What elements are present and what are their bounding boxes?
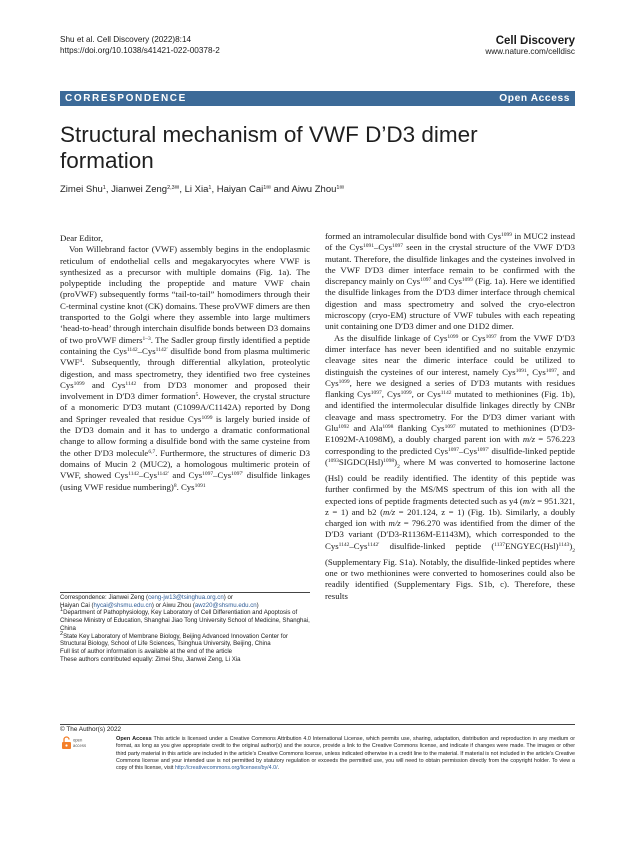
- doi-link[interactable]: https://doi.org/10.1038/s41421-022-00378-2: [60, 45, 220, 55]
- citation-line: Shu et al. Cell Discovery (2022)8:14: [60, 35, 192, 44]
- journal-url[interactable]: www.nature.com/celldisc: [485, 47, 575, 56]
- svg-text:access: access: [73, 743, 87, 748]
- open-access-label: Open Access: [499, 93, 570, 104]
- author-list: Zimei Shu$^1$, Jianwei Zeng$^{2,3✉}$, Li Xia$^1$, Haiyan Cai$^{1✉}$ and Aiwu Zhou$^{1✉}$: [60, 184, 345, 195]
- body-column-left: Dear Editor, Von Willebrand factor (VWF) assembly begins in the endoplasmic reticulum of endothelial cells and megakaryocytes where VWF is synthesized as a precursor with multiple domains (Fig. 1a). The polypeptide including the propeptide and mature VWF chain (proVWF) subsequently forms “tail-to-tail” homodimers through their C-terminal cystine knot (CK) domains. These proVWF dimers are then transported to the Golgi where they assemble into large multimers ‘head-to-head’ through interchain disulfide bonds between D3 domains of two proVWF dimers$^{1-3}$. The Sadler group firstly identified a peptide containing the Cys$^{1142}$–Cys$^{1142'}$ disulfide bond from plasma multimeric VWF$^4$. Subsequently, through differential alkylation, proteolytic digestion, and mass spectrometry, they identified two free cysteines Cys$^{1099}$ and Cys$^{1142}$ from D′D3 monomer and proposed their involvement in D′D3 dimer formation$^5$. However, the crystal structure of a monomeric D′D3 mutant (C1099A/C1142A) reported by Dong and Springer revealed that residue Cys$^{1099}$ is largely buried inside of the D′D3 domain and it has to undergo a dramatic conformational change to allow forming a disulfide bond with the same cysteine from the other D′D3 molecule$^{6,7}$. Furthermore, the structures of dimeric D3 domains of Mucin 2 (MUC2), a homologous multimeric protein of VWF, showed Cys$^{1142}$–Cys$^{1142'}$ and Cys$^{1097}$–Cys$^{1097'}$ disulfide linkages (using VWF residue numbering)$^8$. Cys$^{1091}$: [60, 233, 311, 492]
- journal-name: Cell Discovery: [495, 35, 575, 47]
- body-column-right: formed an intramolecular disulfide bond with Cys$^{1099}$ in MUC2 instead of the Cys$^{1091}$–Cys$^{1097}$ seen in the crystal structure of the VWF D′D3 mutant. Therefore, the disulfide linkages and the cysteines involved in the VWF D′D3 dimer interface remain to be confirmed with the discrepancy mainly on Cys$^{1097}$ and Cys$^{1099}$ (Fig. 1a). Here we identified the disulfide linkages from the D′D3 dimer interface through chemical digestion and mass spectrometry and solved the cryo-electron microscopy (cryo-EM) structure of VWF tubules with each repeating unit containing one D′D3 dimer and one D1D2 dimer. As the disulfide linkage of Cys$^{1099}$ or Cys$^{1097}$ from the VWF D′D3 dimer interface has never been identified and no suitable enzymic cleavage sites near the dimeric interface could be utilized to distinguish the cysteines of our interest, namely Cys$^{1091}$, Cys$^{1097}$, and Cys$^{1099}$, here we designed a series of D′D3 mutants with residues flanking Cys$^{1097}$, Cys$^{1099}$, or Cys$^{1142}$ mutated to methionines (Fig. 1b), and identified the intermolecular disulfide linkages directly by CNBr cleavage and mass spectrometry. For the D′D3 dimer variant with Glu$^{1092}$ and Ala$^{1098}$ flanking Cys$^{1097}$ mutated to methionines (D′D3-E1092M-A1098M), a doubly charged parent ion with m/z = 576.223 corresponding to the predicted Cys$^{1097}$–Cys$^{1097'}$ disulfide-linked peptide $(^{1093}SIGDC(Hsl)^{1098})_2$ where M was converted to homoserine lactone (Hsl) could be readily identified. The identity of this peptide was further confirmed by the MS/MS spectrum of this ion with all the expected ions of peptide fragments detected such as y4 (m/z = 951.321, z = 1) and b2 (m/z = 201.124, z = 1) (Fig. 1b). Similarly, a doubly charged ion with m/z = 796.270 was identified from the dimer of the D′D3 variant (D′D3-R1136M-E1143M), which corresponded to the Cys$^{1142}$–Cys$^{1142'}$ disulfide-linked peptide $(^{1137}ENGYEC(Hsl)^{1143})_2$ (Supplementary Fig. S1a). Notably, the disulfide-linked peptides where one or two methionines were converted to homoserines could also be readily identified (Supplementary Figs. S1b, c). Therefore, these results: [325, 231, 576, 601]
- svg-text:open: open: [73, 737, 83, 743]
- section-label: CORRESPONDENCE: [65, 93, 187, 104]
- license-divider: [60, 724, 575, 725]
- affiliations-footnote: Correspondence: Jianwei Zeng (ceng-jw13@tsinghua.org.cn) or Haiyan Cai (hycai@shsmu.edu.cn) or Aiwu Zhou (awz20@shsmu.edu.cn) $^1$Department of Pathophysiology, Key Laboratory of Cell Differentiation and Apoptosis of Chinese Ministry of Education, Shanghai Jiao Tong University School of Medicine, Shanghai, China $^2$State Key Laboratory of Membrane Biology, Beijing Advanced Innovation Center for Structural Biology, School of Life Sciences, Tsinghua University, Beijing, China Full list of author information is available at the end of the article These authors contributed equally: Zimei Shu, Jianwei Zeng, Li Xia: [60, 594, 310, 663]
- license-link[interactable]: http://creativecommons.org/licenses/by/4.0/: [174, 765, 278, 772]
- article-citation: [60, 35, 220, 56]
- open-access-lock-icon: [60, 736, 87, 750]
- article-title: Structural mechanism of VWF D’D3 dimer formation: [60, 122, 478, 173]
- license-heading: Open Access: [116, 736, 152, 742]
- license-text: Open Access This article is licensed under a Creative Commons Attribution 4.0 International License, which permits use, sharing, adaptation, distribution and reproduction in any medium or format, as long as you give appropriate credit to the original author(s) and the source, provide a link to the Creative Commons license, and indicate if changes were made. The images or other third party material in this article are included in the article’s Creative Commons license, unless indicated otherwise in a credit line to the material. If material is not included in the article’s Creative Commons license and your intended use is not permitted by statutory regulation or exceeds the permitted use, you will need to obtain permission directly from the copyright holder. To view a copy of this license, visit http://creativecommons.org/licenses/by/4.0/.: [116, 736, 575, 772]
- footnote-divider: [60, 592, 310, 593]
- copyright-notice: © The Author(s) 2022: [60, 726, 122, 733]
- journal-header: [485, 35, 575, 58]
